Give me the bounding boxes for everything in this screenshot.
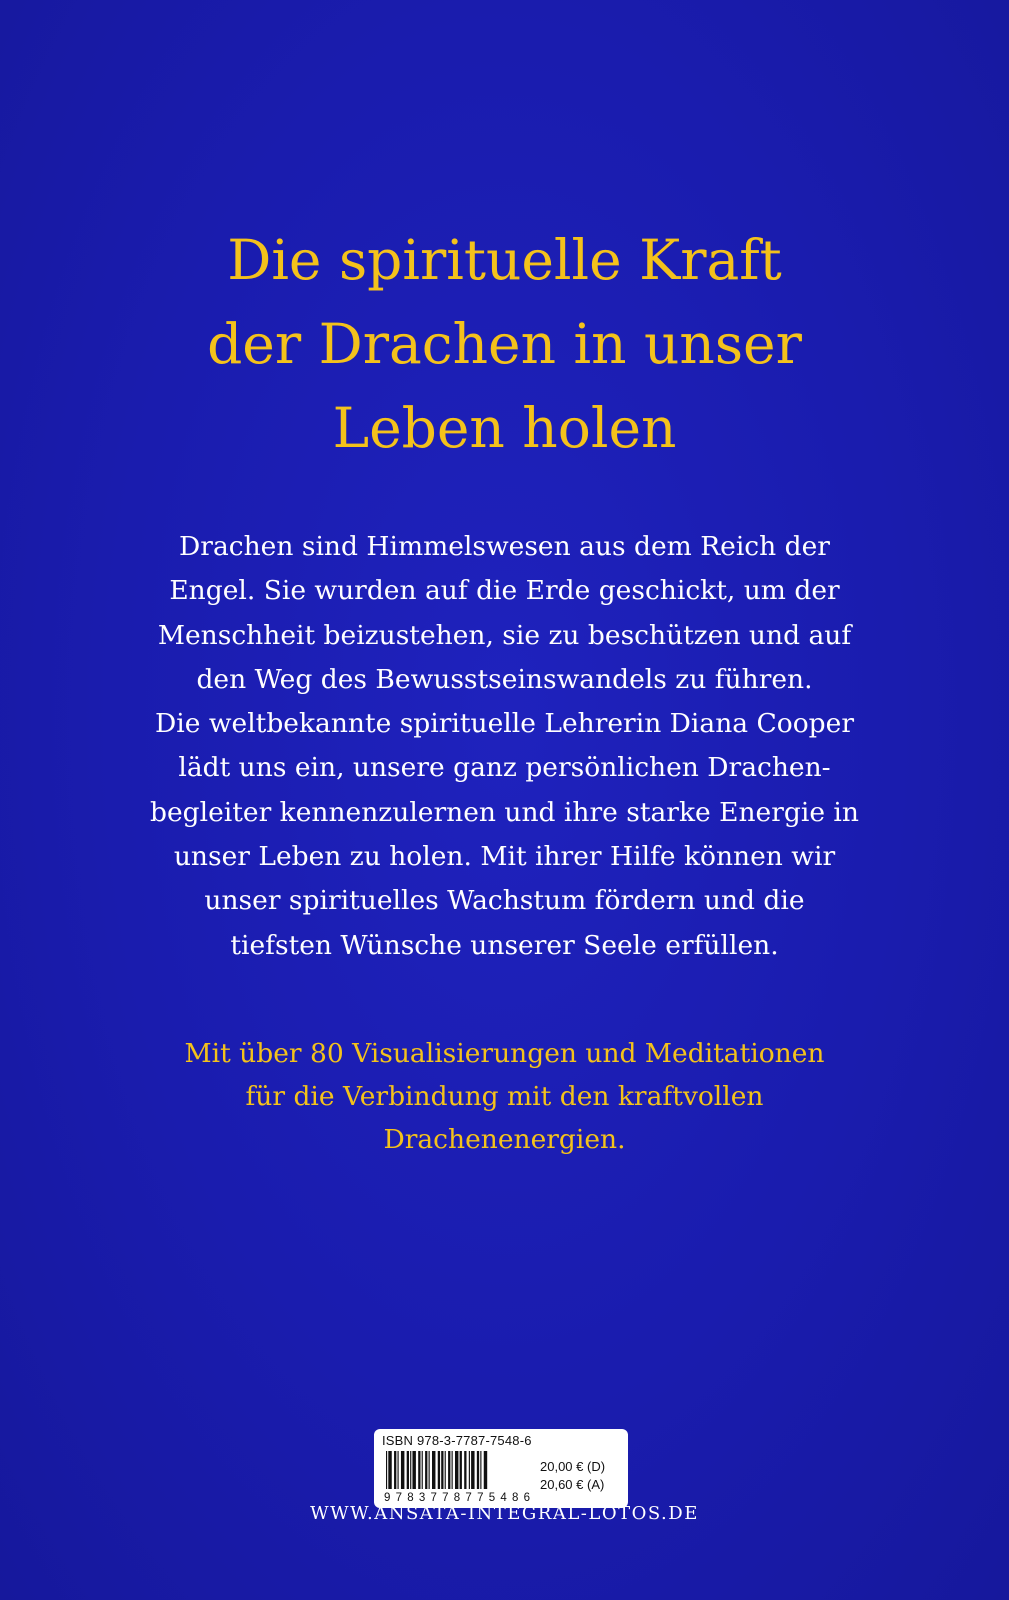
barcode-bar — [438, 1451, 440, 1489]
blurb-line: Engel. Sie wurden auf die Erde geschickt, um der — [169, 575, 840, 607]
barcode-bar — [455, 1451, 458, 1489]
isbn-number: ISBN 978-3-7787-7548-6 — [382, 1433, 532, 1448]
barcode-bar — [445, 1451, 446, 1489]
barcode-bar — [452, 1451, 453, 1489]
barcode-bar — [398, 1451, 399, 1489]
blurb-line: unser Leben zu holen. Mit ihrer Hilfe können wir — [173, 841, 836, 873]
barcode-icon — [382, 1451, 534, 1503]
tagline-line: Mit über 80 Visualisierungen und Meditationen — [184, 1038, 825, 1069]
barcode-bar — [422, 1451, 423, 1489]
barcode-bar — [460, 1451, 462, 1489]
barcode-bar — [401, 1451, 404, 1489]
barcode-bar — [407, 1451, 409, 1489]
headline-line: der Drachen in unser — [207, 312, 802, 376]
barcode-bar — [429, 1451, 430, 1489]
price-germany: 20,00 € (D) — [540, 1459, 606, 1474]
blurb-line: unser spirituelles Wachstum fördern und die — [204, 885, 805, 917]
tagline-line: Drachenenergien. — [383, 1124, 626, 1155]
blurb-line: lädt uns ein, unsere ganz persönlichen Drachen- — [178, 752, 831, 784]
barcode-bar — [386, 1451, 387, 1489]
barcode-bar — [477, 1451, 479, 1489]
headline-line: Die spirituelle Kraft — [227, 228, 782, 292]
barcode-bar — [480, 1451, 481, 1489]
tagline-line: für die Verbindung mit den kraftvollen — [245, 1081, 764, 1112]
barcode-bar — [469, 1451, 470, 1489]
blurb-line: Menschheit beizustehen, sie zu beschützen und auf — [157, 619, 852, 651]
barcode-bar — [448, 1451, 450, 1489]
barcode-digits: 9783778775486 — [384, 1492, 530, 1503]
blurb-line: den Weg des Bewusstseinswandels zu führen. — [196, 663, 813, 695]
blurb-line: Die weltbekannte spirituelle Lehrerin Diana Cooper — [155, 708, 854, 740]
publisher-website[interactable]: WWW.ANSATA-INTEGRAL-LOTOS.DE — [310, 1503, 699, 1524]
barcode-bar — [464, 1451, 466, 1489]
barcode-bar — [432, 1451, 435, 1489]
barcode-bar — [388, 1451, 391, 1489]
blurb-line: Drachen sind Himmelswesen aus dem Reich der — [179, 531, 830, 562]
barcode-bar — [412, 1451, 415, 1489]
barcode-bar — [394, 1451, 396, 1489]
tagline — [0, 1032, 1009, 1161]
headline-line: Leben holen — [332, 396, 677, 460]
blurb-line: tiefsten Wünsche unserer Seele erfüllen. — [230, 929, 779, 961]
blurb-paragraph — [0, 525, 1009, 968]
barcode-bar — [410, 1451, 411, 1489]
headline — [0, 218, 1009, 470]
barcode-bar — [441, 1451, 443, 1489]
barcode-bar — [484, 1451, 487, 1489]
barcode-bar — [418, 1451, 420, 1489]
barcode-bar — [425, 1451, 427, 1489]
blurb-line: begleiter kennenzulernen und ihre starke Energie in — [150, 796, 859, 828]
price-austria: 20,60 € (A) — [540, 1477, 605, 1492]
barcode-bar — [471, 1451, 474, 1489]
isbn-barcode-label — [374, 1429, 628, 1508]
